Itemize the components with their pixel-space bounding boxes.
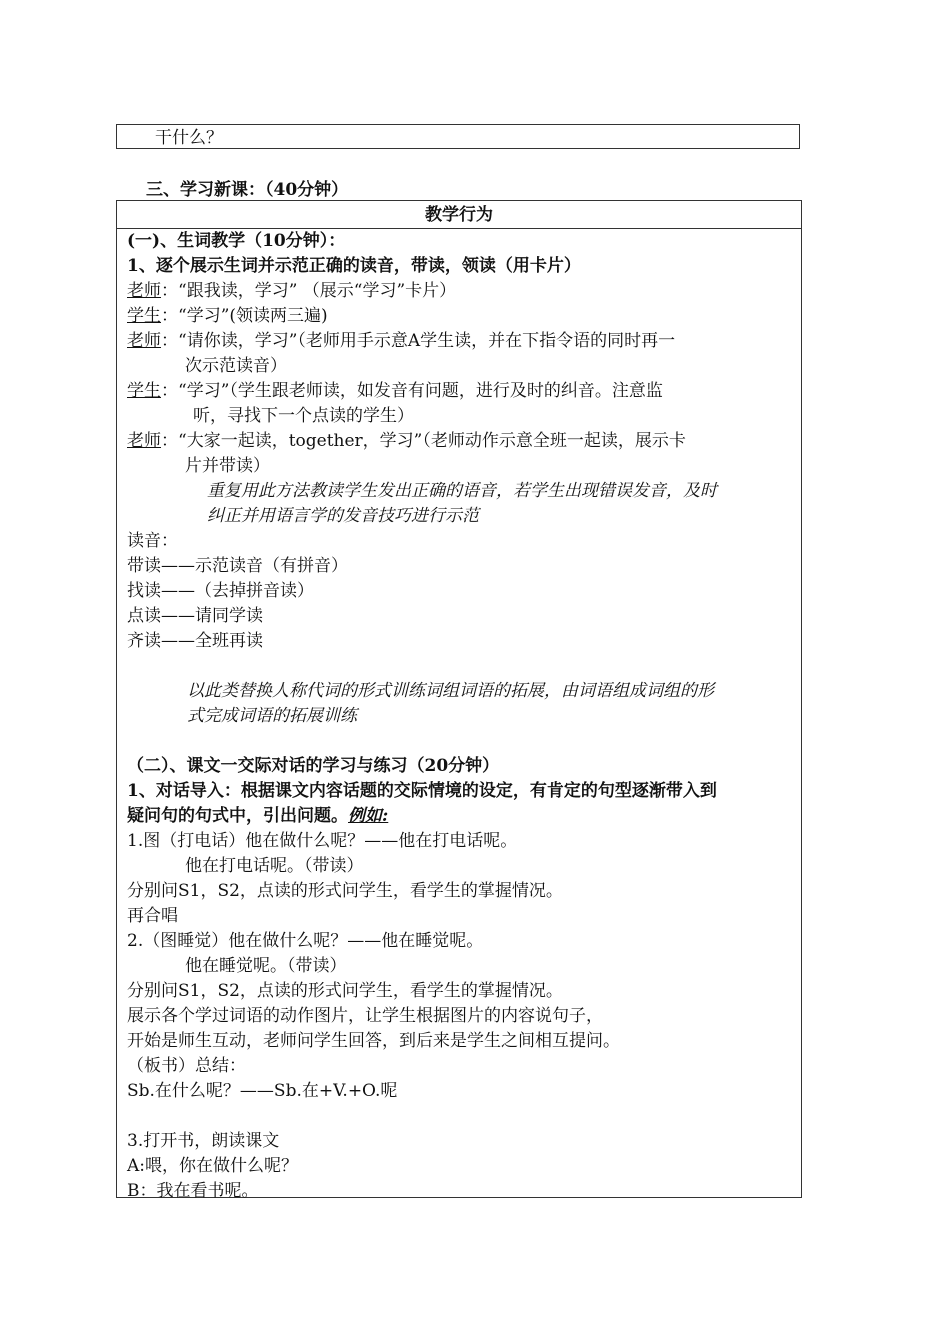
table-header: 教学行为 [117, 201, 801, 229]
note-1-line-1: 重复用此方法教读学生发出正确的语音，若学生出现错误发音，及时 [207, 481, 717, 501]
example-1-note-2: 再合唱 [127, 906, 178, 926]
dialog-text: ：“学习”(领读两三遍) [161, 306, 328, 326]
spacer [127, 729, 791, 754]
example-2-answer: 他在睡觉呢。（带读） [185, 956, 347, 976]
reading-item: 找读——（去掉拼音读） [127, 581, 314, 601]
dialog-line-4 [127, 379, 791, 404]
sentence-pattern: Sb.在什么呢？——Sb.在+V.+O.呢 [127, 1081, 398, 1101]
dialog-line-3-cont: 次示范读音） [185, 356, 287, 376]
example-1-note: 分别问S1，S2，点读的形式问学生，看学生的掌握情况。 [127, 881, 563, 901]
reading-item: 齐读——全班再读 [127, 631, 263, 651]
summary-label: （板书）总结： [127, 1056, 246, 1076]
example-2-note: 分别问S1，S2，点读的形式问学生，看学生的掌握情况。 [127, 981, 563, 1001]
speaker: 老师 [127, 331, 161, 351]
dialog-text: ：“学习”（学生跟老师读，如发音有问题，进行及时的纠音。注意监 [161, 381, 663, 401]
reading-item: 点读——请同学读 [127, 606, 263, 626]
step1-title: 1、逐个展示生词并示范正确的读音，带读，领读（用卡片） [127, 256, 581, 276]
top-table-cell [116, 124, 800, 149]
note-1-line-2: 纠正并用语言学的发音技巧进行示范 [207, 506, 479, 526]
table-body [117, 229, 801, 1204]
dialog-text: ：“跟我读，学习” （展示“学习”卡片） [161, 281, 457, 301]
dialog-text: ：“大家一起读，together，学习”（老师动作示意全班一起读，展示卡 [161, 431, 686, 451]
step2-line-1: 1、对话导入：根据课文内容话题的交际情境的设定，有肯定的句型逐渐带入到 [127, 781, 717, 801]
show-pictures-text: 展示各个学过词语的动作图片，让学生根据图片的内容说句子， [127, 1006, 603, 1026]
step3-text: 3.打开书，朗读课文 [127, 1131, 280, 1151]
step2-line-2 [127, 804, 791, 829]
step2-text: 疑问句的句式中，引出问题。 [127, 806, 348, 826]
dialog-line-4-cont: 听，寻找下一个点读的学生） [193, 406, 414, 426]
reading-label: 读音： [127, 531, 178, 551]
part1-title: (一)、生词教学（10分钟）： [127, 231, 346, 251]
speaker: 学生 [127, 381, 161, 401]
example-label: 例如: [348, 806, 389, 826]
dialog-line-5-cont: 片并带读） [185, 456, 270, 476]
spacer [127, 1104, 791, 1129]
example-1-question: 1.图（打电话）他在做什么呢？——他在打电话呢。 [127, 831, 518, 851]
dialog-line-5 [127, 429, 791, 454]
dialog-b: B：我在看书呢。 [127, 1181, 259, 1201]
section-heading: 三、学习新课：（40分钟） [146, 180, 349, 200]
speaker: 老师 [127, 281, 161, 301]
top-cell-text: 干什么？ [155, 128, 223, 148]
speaker: 老师 [127, 431, 161, 451]
example-1-answer: 他在打电话呢。（带读） [185, 856, 364, 876]
note-2-line-2: 式完成词语的拓展训练 [187, 706, 357, 726]
dialog-line-3 [127, 329, 791, 354]
dialog-text: ：“请你读，学习”（老师用手示意A学生读，并在下指令语的同时再一 [161, 331, 676, 351]
dialog-line-2 [127, 304, 791, 329]
note-2-line-1: 以此类替换人称代词的形式训练词组词语的拓展，由词语组成词组的形 [187, 681, 714, 701]
spacer [127, 654, 791, 679]
part2-title: （二）、课文一交际对话的学习与练习（20分钟） [127, 756, 500, 776]
dialog-line-1 [127, 279, 791, 304]
speaker: 学生 [127, 306, 161, 326]
interaction-text: 开始是师生互动，老师问学生回答，到后来是学生之间相互提问。 [127, 1031, 620, 1051]
teaching-table [116, 200, 802, 1201]
example-2-question: 2.（图睡觉）他在做什么呢？——他在睡觉呢。 [127, 931, 484, 951]
reading-item: 带读——示范读音（有拼音） [127, 556, 348, 576]
dialog-a: A:喂，你在做什么呢？ [127, 1156, 299, 1176]
